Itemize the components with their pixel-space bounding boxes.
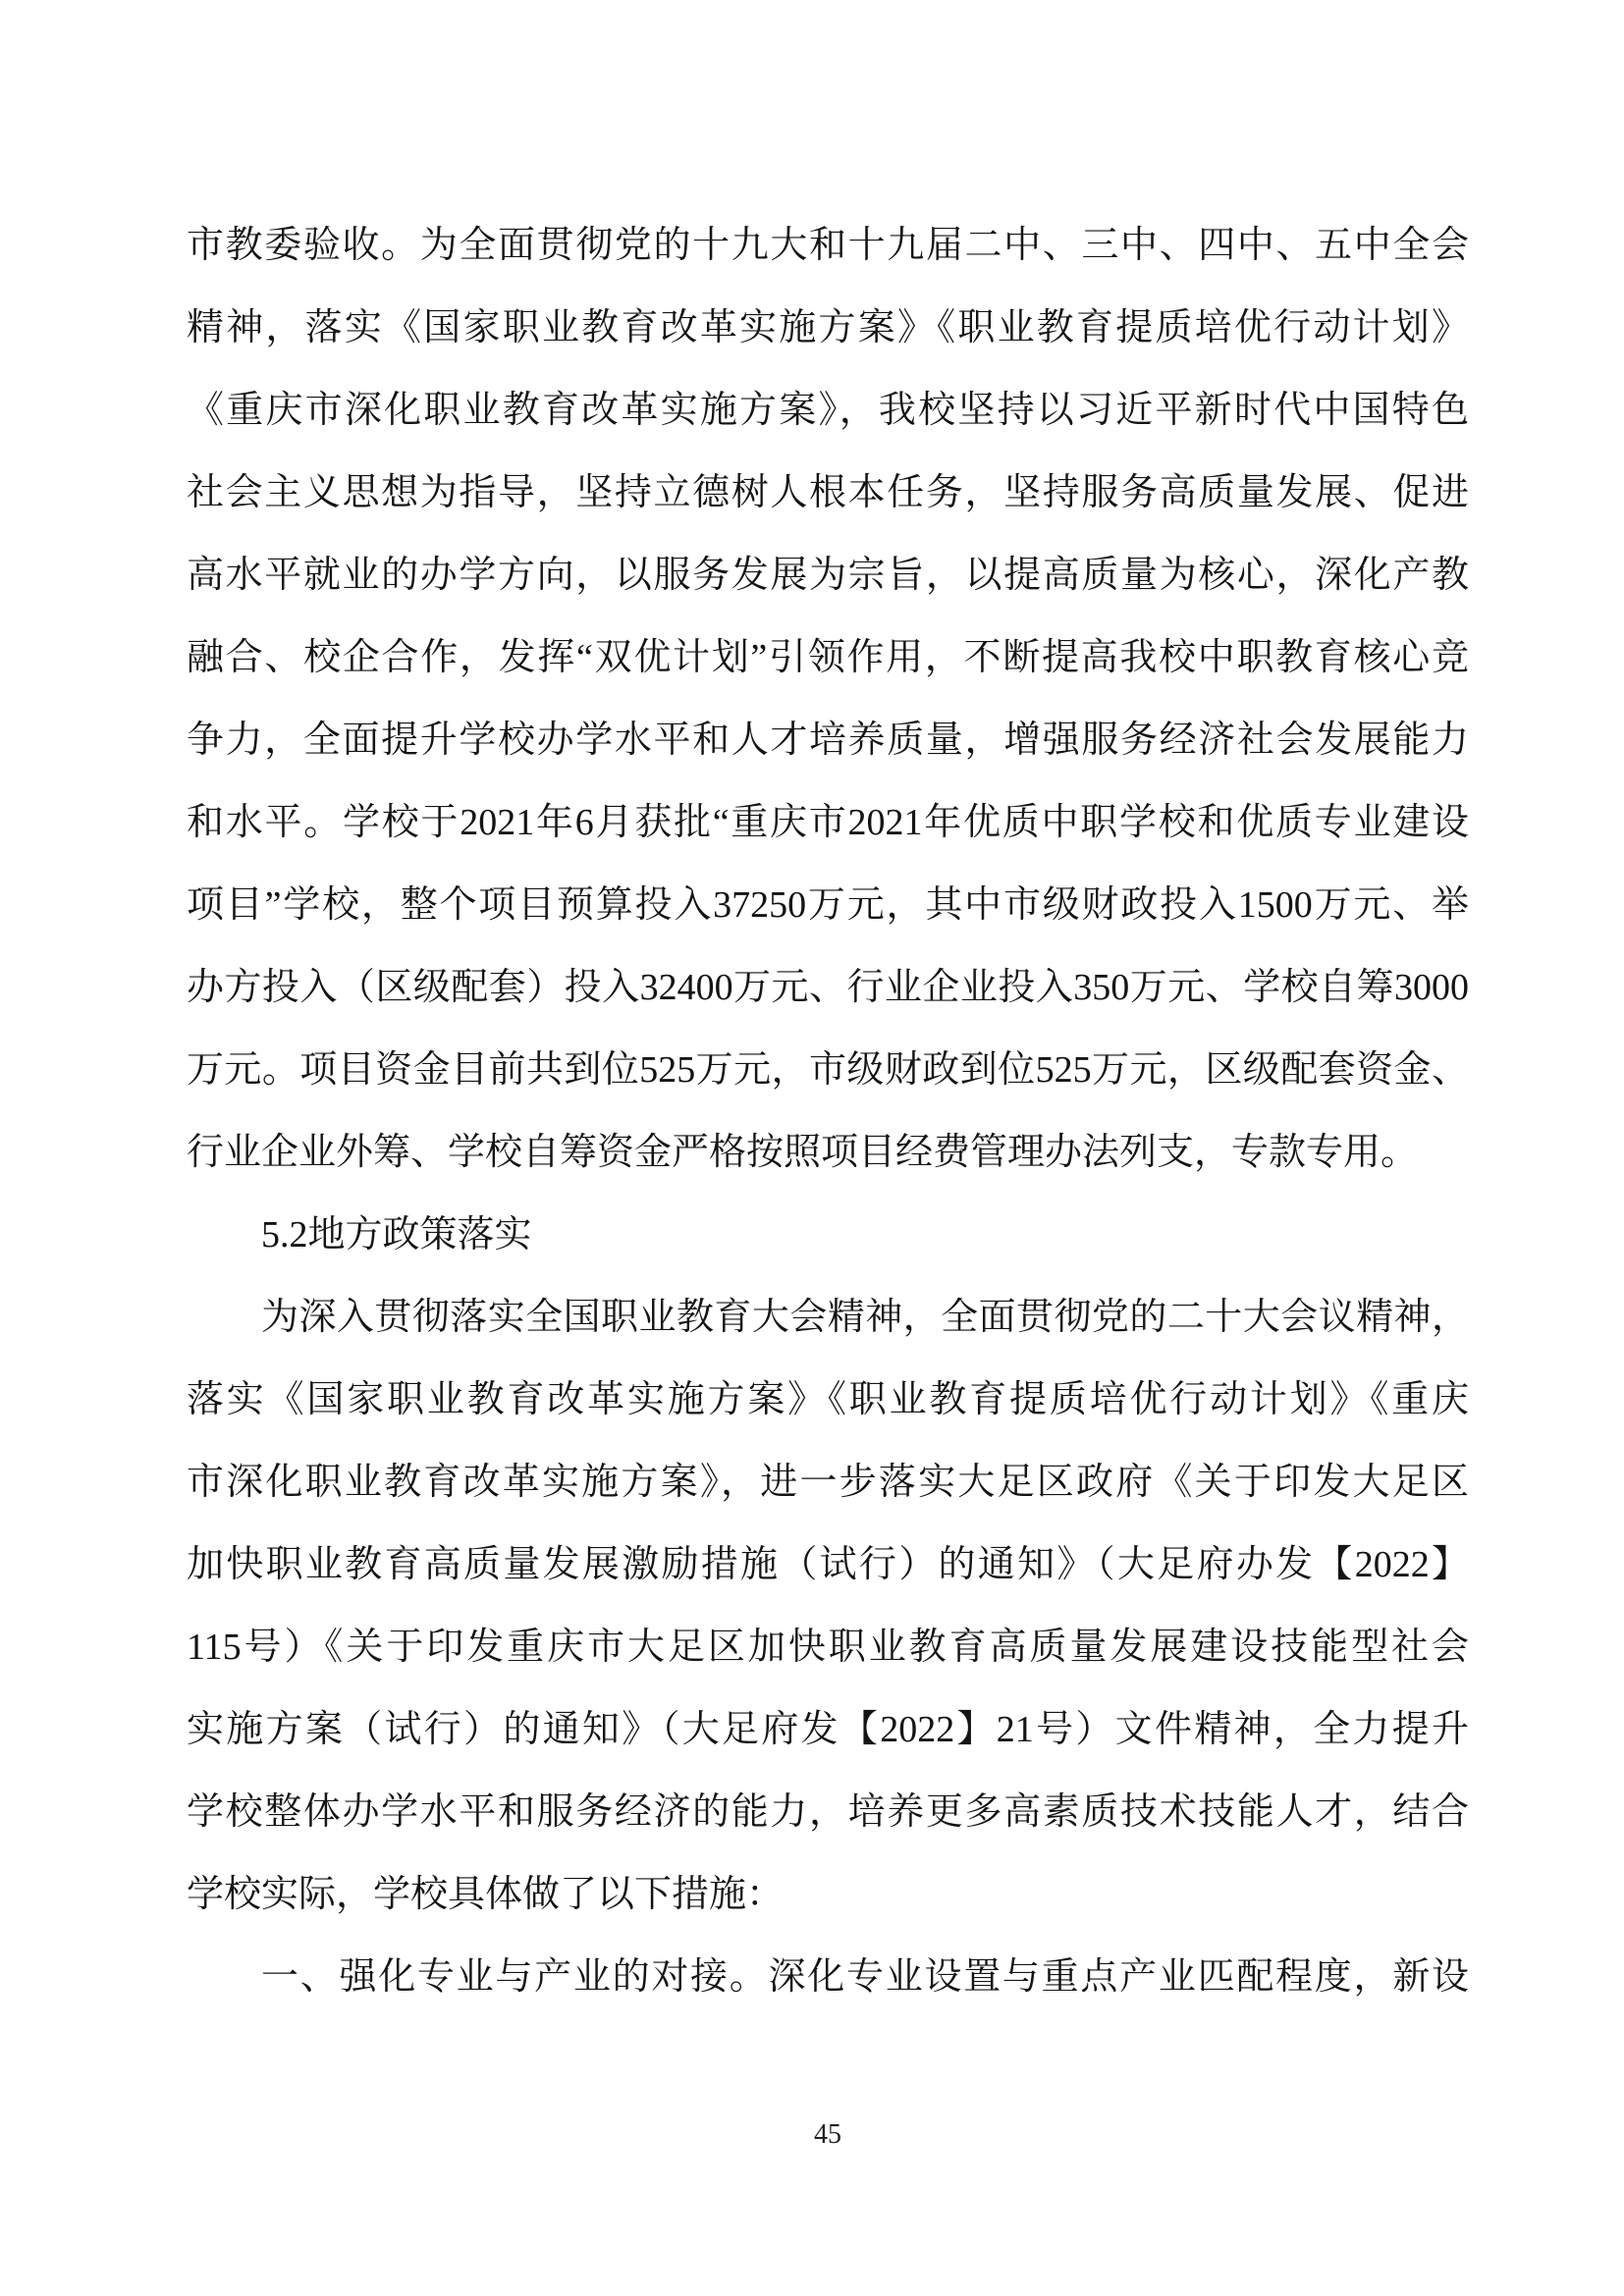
text-line: 社会主义思想为指导，坚持立德树人根本任务，坚持服务高质量发展、促进 — [187, 472, 1469, 513]
text-line: 行业企业外筹、学校自筹资金严格按照项目经费管理办法列支，专款专用。 — [187, 1132, 1419, 1173]
text-line: 学校实际，学校具体做了以下措施： — [187, 1874, 785, 1915]
text-line: 市教委验收。为全面贯彻党的十九大和十九届二中、三中、四中、五中全会 — [187, 225, 1469, 266]
text-line: 和水平。学校于2021年6月获批“重庆市2021年优质中职学校和优质专业建设 — [187, 802, 1469, 843]
text-line: 为深入贯彻落实全国职业教育大会精神，全面贯彻党的二十大会议精神， — [261, 1297, 1469, 1338]
paragraph — [187, 1936, 1469, 2018]
page-number: 45 — [814, 2119, 841, 2150]
text-line: 一、强化专业与产业的对接。深化专业设置与重点产业匹配程度，新设 — [261, 1956, 1469, 1998]
text-line: 精神，落实《国家职业教育改革实施方案》《职业教育提质培优行动计划》 — [187, 307, 1469, 348]
text-line: 万元。项目资金目前共到位525万元，市级财政到位525万元，区级配套资金、 — [187, 1049, 1469, 1091]
text-line: 办方投入（区级配套）投入32400万元、行业企业投入350万元、学校自筹3000 — [187, 967, 1469, 1008]
section-heading: 5.2地方政策落实 — [261, 1214, 532, 1255]
text-line: 融合、校企合作，发挥“双优计划”引领作用，不断提高我校中职教育核心竞 — [187, 637, 1469, 678]
text-line: 《重庆市深化职业教育改革实施方案》，我校坚持以习近平新时代中国特色 — [187, 390, 1469, 431]
text-line: 落实《国家职业教育改革实施方案》《职业教育提质培优行动计划》《重庆 — [187, 1379, 1469, 1420]
text-line: 市深化职业教育改革实施方案》，进一步落实大足区政府《关于印发大足区 — [187, 1462, 1469, 1503]
paragraph — [187, 204, 1469, 1194]
text-line: 项目”学校，整个项目预算投入37250万元，其中市级财政投入1500万元、举 — [187, 884, 1469, 926]
paragraph — [187, 1276, 1469, 1936]
text-line: 实施方案（试行）的通知》（大足府发【2022】21号）文件精神，全力提升 — [187, 1709, 1469, 1750]
document-content — [187, 204, 1469, 2018]
text-line: 争力，全面提升学校办学水平和人才培养质量，增强服务经济社会发展能力 — [187, 720, 1469, 761]
text-line: 加快职业教育高质量发展激励措施（试行）的通知》（大足府办发【2022】 — [187, 1544, 1469, 1585]
text-line: 高水平就业的办学方向，以服务发展为宗旨，以提高质量为核心，深化产教 — [187, 555, 1469, 596]
text-line: 115号）《关于印发重庆市大足区加快职业教育高质量发展建设技能型社会 — [187, 1627, 1469, 1668]
text-line: 学校整体办学水平和服务经济的能力，培养更多高素质技术技能人才，结合 — [187, 1791, 1469, 1833]
